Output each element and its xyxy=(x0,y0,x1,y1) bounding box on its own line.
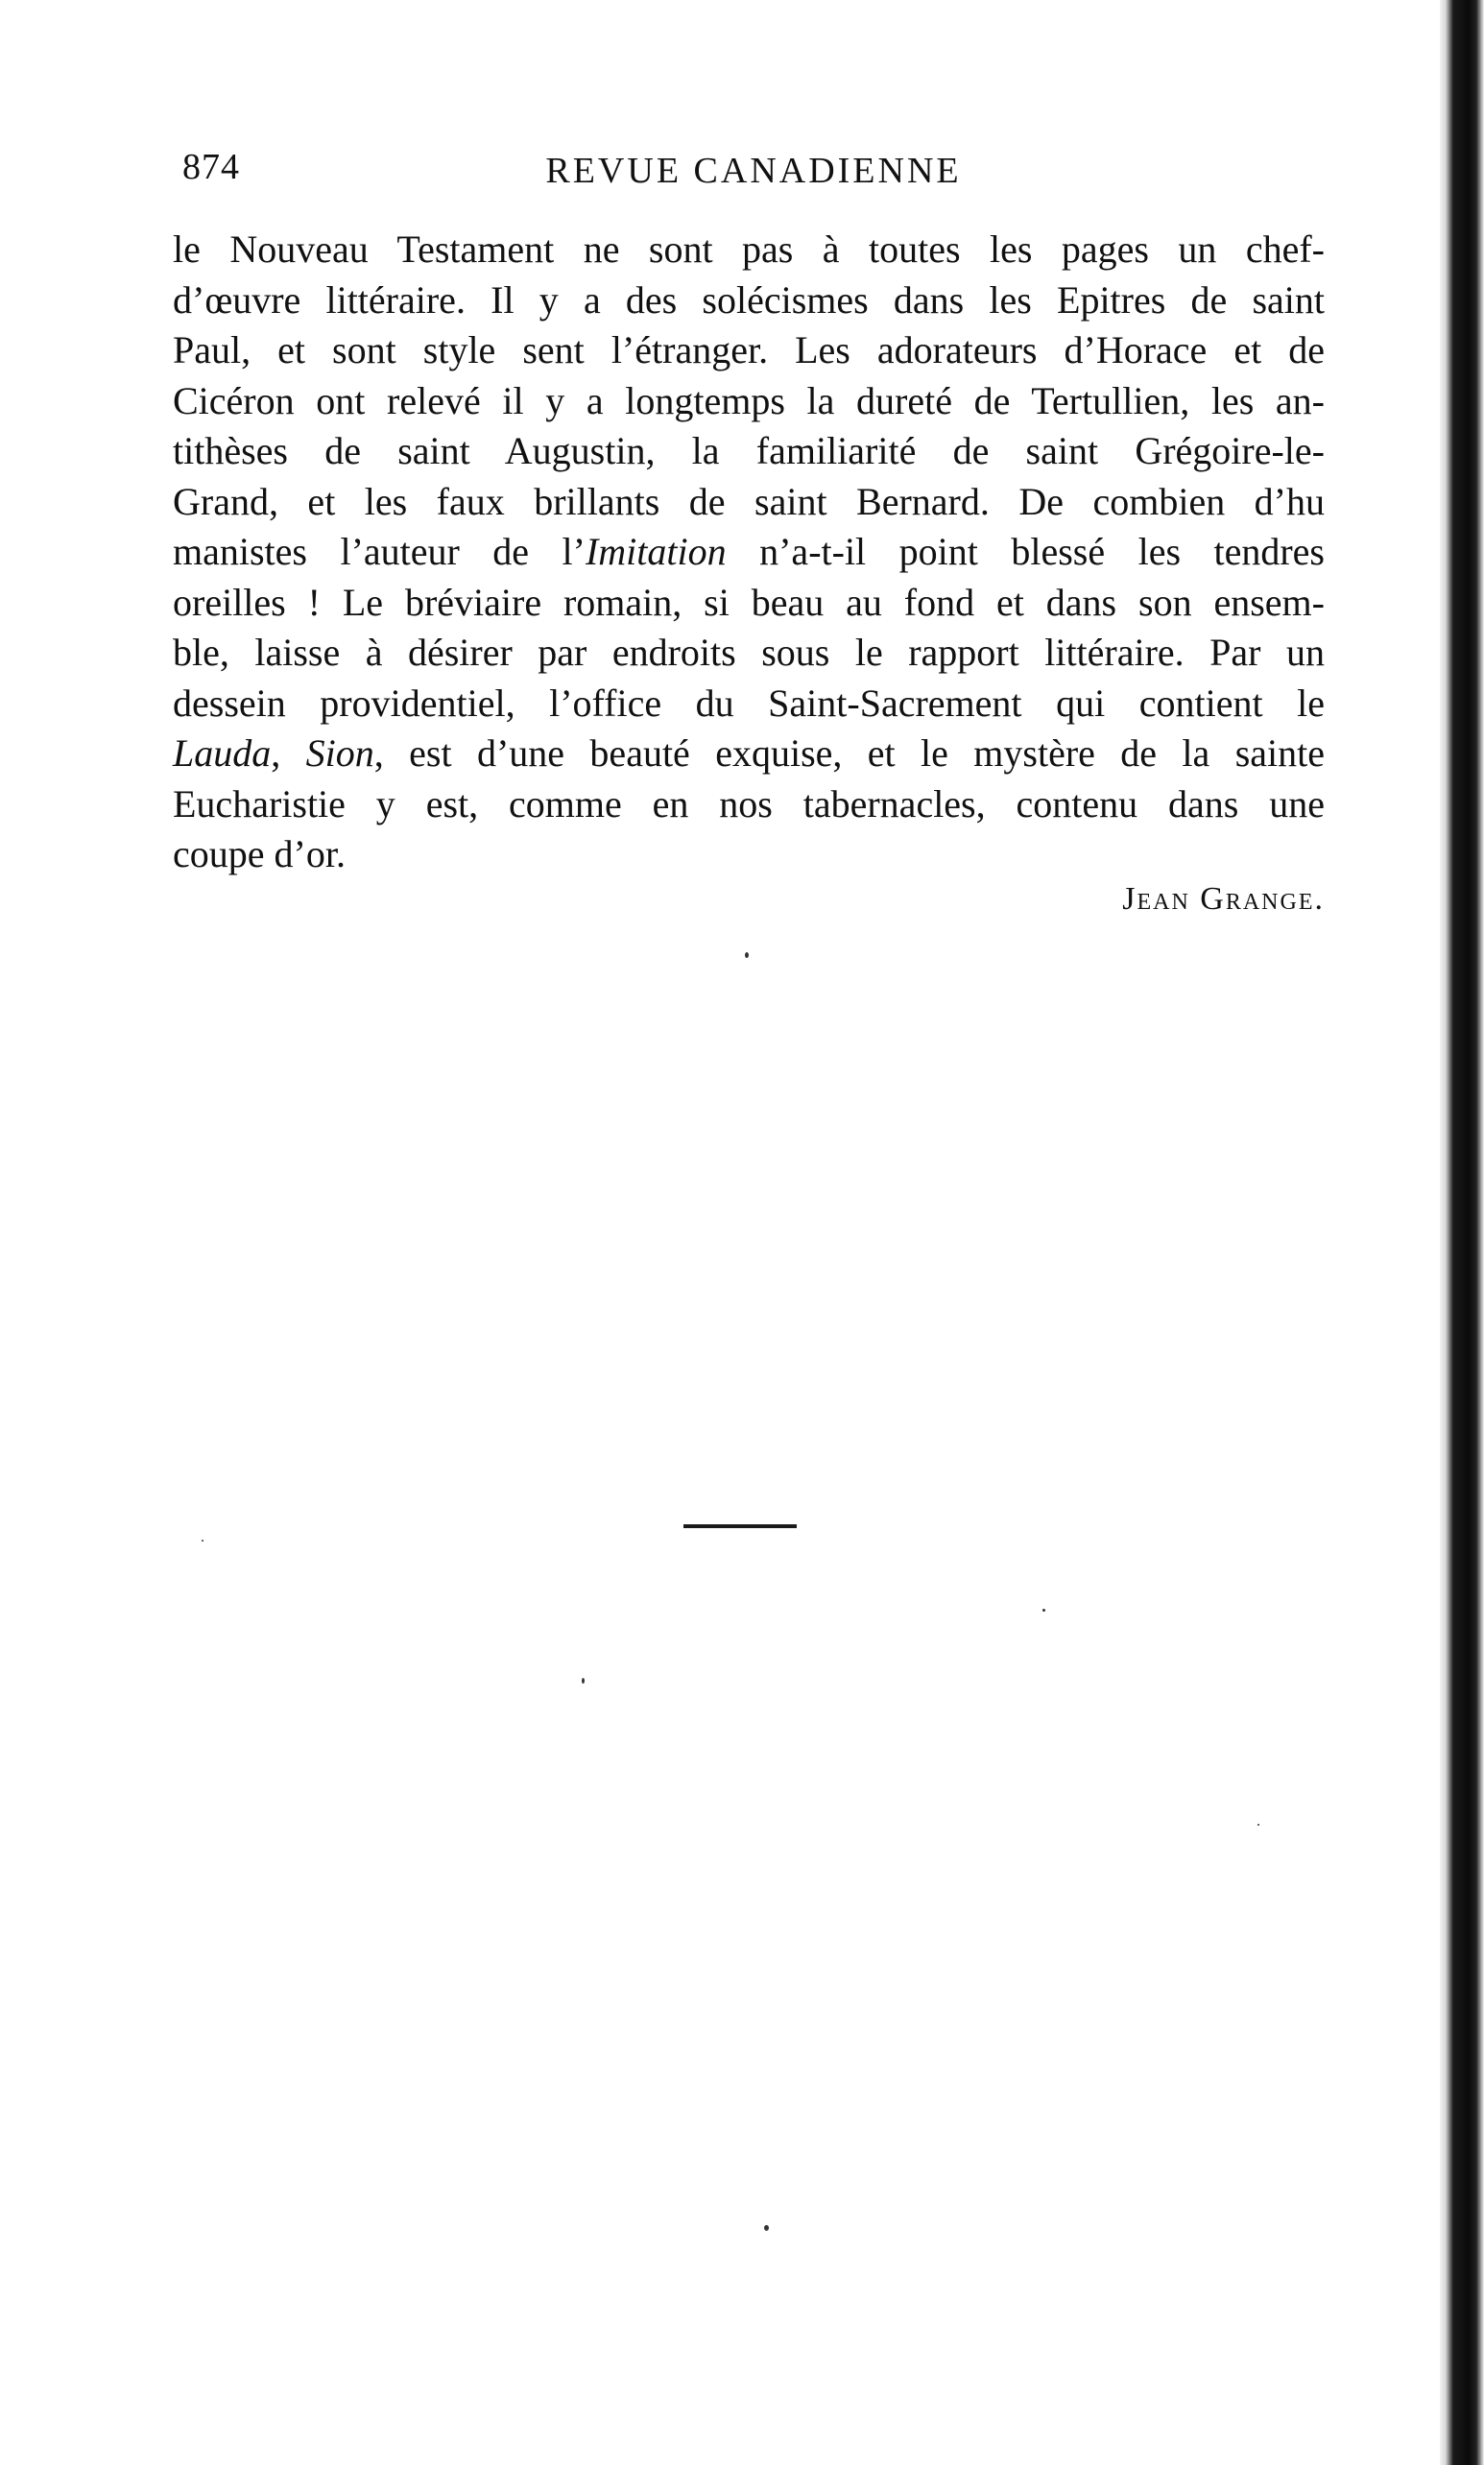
page-header xyxy=(182,146,1325,203)
page-binding-edge xyxy=(1440,0,1484,2465)
body-line: Cicéron ont relevé il y a longtemps la dureté de Tertullien, les an- xyxy=(173,378,1325,422)
body-line: oreilles ! Le bréviaire romain, si beau au fond et dans son ensem- xyxy=(173,580,1325,624)
body-line: coupe d’or. xyxy=(173,832,346,875)
body-line: le Nouveau Testament ne sont pas à toutes les pages un chef- xyxy=(173,227,1325,271)
italic-title: Lauda xyxy=(173,731,272,775)
scan-speck xyxy=(764,2225,769,2231)
scan-speck xyxy=(1257,1824,1259,1826)
section-separator-rule xyxy=(683,1524,797,1528)
scan-speck xyxy=(1042,1609,1045,1612)
body-line: ble, laisse à désirer par endroits sous le rapport littéraire. Par un xyxy=(173,631,1325,674)
italic-title: Imitation xyxy=(585,530,727,573)
scan-speck xyxy=(202,1540,203,1542)
author-signature: Jean Grange. xyxy=(1122,881,1325,917)
body-line-lauda-sion: Lauda, Sion, est d’une beauté exquise, et le mystère de la sainte xyxy=(173,731,1325,775)
body-line-imitation: manistes l’auteur de l’Imitation n’a-t-il point blessé les tendres xyxy=(173,530,1325,573)
scan-speck xyxy=(745,952,749,958)
article-body xyxy=(173,225,1325,880)
body-line: dessein providentiel, l’office du Saint-Sacrement qui contient le xyxy=(173,681,1325,725)
body-line: d’œuvre littéraire. Il y a des solécismes dans les Epitres de saint xyxy=(173,277,1325,322)
body-line: tithèses de saint Augustin, la familiarité de saint Grégoire-le- xyxy=(173,429,1325,472)
scan-speck xyxy=(582,1678,585,1684)
italic-title: Sion xyxy=(305,731,374,775)
page-number: 874 xyxy=(182,147,240,187)
body-line: Grand, et les faux brillants de saint Bernard. De combien d’hu xyxy=(173,479,1325,523)
running-title: REVUE CANADIENNE xyxy=(545,151,962,191)
body-line: Paul, et sont style sent l’étranger. Les adorateurs d’Horace et de xyxy=(173,328,1325,371)
body-line: Eucharistie y est, comme en nos tabernacles, contenu dans une xyxy=(173,781,1325,826)
